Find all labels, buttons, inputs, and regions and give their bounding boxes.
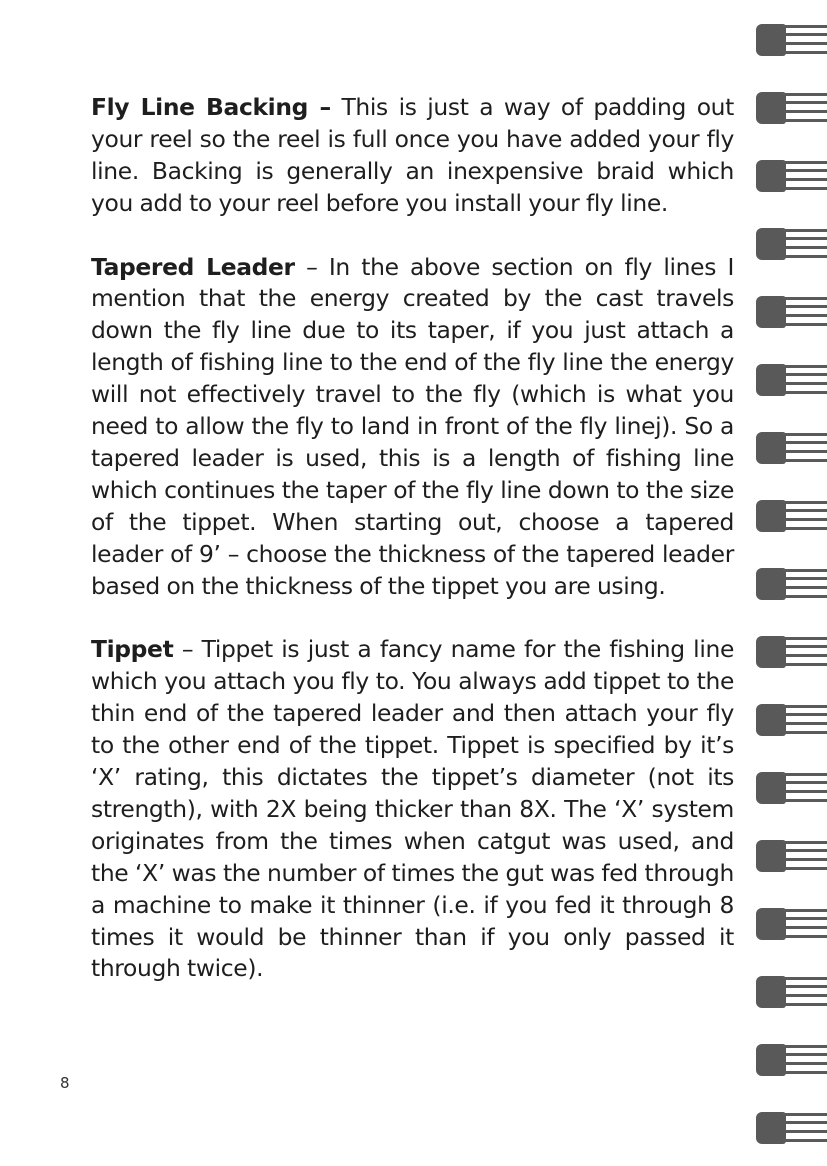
term-fly-line-backing: Fly Line Backing –	[91, 93, 331, 121]
term-tippet: Tippet	[91, 635, 174, 664]
definition-tippet: – Tippet is just a fancy name for the fishing line which you attach you fly to. You always add tippet to the thin end of the tapered leader and then attach your fly to the other end of the tippet. Tippet is specified by it’s ‘X’ rating, this dictates the tippet’s diameter (not its strength), with 2X being thicker than 8X. The ‘X’ system originates from the times when catgut was used, and the ‘X’ was the number of times the gut was fed through a machine to make it thinner (i.e. if you fed it through 8 times it would be thinner than if you only passed it through twice).	[91, 635, 734, 983]
binding-ring	[756, 498, 827, 534]
binding-ring	[756, 1110, 827, 1146]
binding-ring	[756, 90, 827, 126]
binding-ring	[756, 362, 827, 398]
binding-ring	[756, 294, 827, 330]
section-fly-line-backing	[91, 92, 734, 220]
binding-ring	[756, 838, 827, 874]
binding-ring	[756, 226, 827, 262]
binding-ring	[756, 974, 827, 1010]
spiral-binding	[756, 0, 827, 1166]
binding-ring	[756, 770, 827, 806]
binding-ring	[756, 1042, 827, 1078]
definition-tapered-leader: – In the above section on fly lines I mention that the energy created by the cast travels down the fly line due to its taper, if you just attach a length of fishing line to the end of the fly line the energy will not effectively travel to the fly (which is what you need to allow the fly to land in front of the fly linej). So a tapered leader is used, this is a length of fishing line which continues the taper of the fly line down to the size of the tippet. When starting out, choose a tapered leader of 9’ – choose the thickness of the tapered leader based on the thickness of the tippet you are using.	[91, 252, 734, 600]
binding-ring	[756, 22, 827, 58]
section-tippet	[91, 634, 734, 985]
page-body	[91, 92, 734, 1017]
binding-ring	[756, 702, 827, 738]
page-number: 8	[60, 1074, 70, 1092]
binding-ring	[756, 906, 827, 942]
binding-ring	[756, 430, 827, 466]
section-tapered-leader	[91, 252, 734, 603]
binding-ring	[756, 634, 827, 670]
definition-fly-line-backing: This is just a way of padding out your reel so the reel is full once you have added your fly line. Backing is generally an inexpensive braid which you add to your reel before you install your fly line.	[91, 93, 734, 217]
term-tapered-leader: Tapered Leader	[91, 252, 295, 281]
binding-ring	[756, 566, 827, 602]
binding-ring	[756, 158, 827, 194]
